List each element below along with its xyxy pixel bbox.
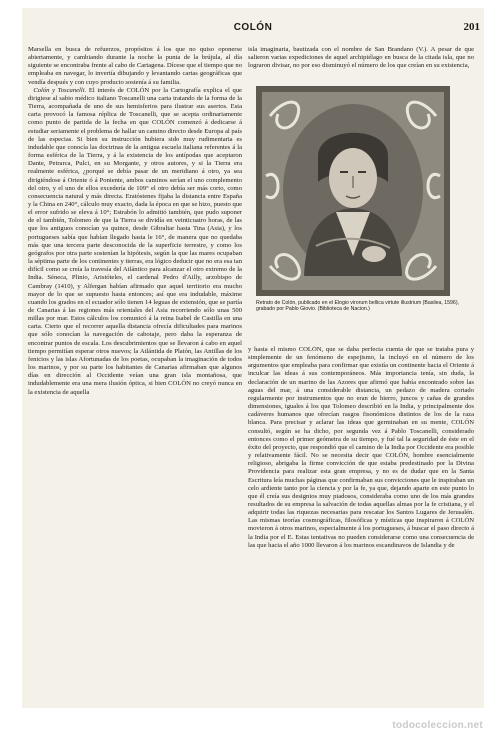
page-number: 201	[463, 21, 480, 33]
right-paragraph-top: isla imaginaria, bautizada con el nombre de San Brandano (V.). A pesar de que salieron varias expediciones de aquel archipiélago en busca de la citada isla, que no lograron divisar, no por eso disminuyó el número de los que creían en su existencia,	[248, 46, 474, 70]
figure-caption: Retrato de Colón, publicado en el Elogio virorum bellica virtute illustrium (Basilea, 1596), grabado por Pablo Giovio. (Biblioteca de Nacion.)	[256, 300, 459, 313]
right-column-top	[248, 46, 474, 80]
left-paragraph-2: El interés de COLÓN por la Cartografía explica el que dirigiese al sabio médico italiano Toscanelli una carta tratando de la forma de la Tierra, acompañada de uno de sus hemisferios para ilustrar sus asertos. Esta carta provocó la famosa réplica de Toscanelli, que se acepta ordinariamente como punto de partida de la fecha en que COLÓN comenzó á dedicarse á estudiar seriamente el problema de hallar un camino directo desde Europa al país de las especias. Si bien su instrucción hubiera sido muy rudimentaria es indudable que conocía las doctrinas de la antigua escuela italiana referentes á la forma esférica de la Tierra, y á la existencia de los antípodas que aceptaron Dante, Petrarca, Pulci, en su Morgante, y otros autores, y si la Tierra era realmente esférica, ¿porqué se debía pasar de un meridiano á otro, ya sea dirigiéndose á Oriente ó á Poniente, ambos caminos serían el uno complemento del otro, y el uno de ellos excedería de 109° el otro debía ser más corto, como consecuencia natural y más directa. Eratóstenes fijaba la distancia entre España y la China en 240°, cálculo muy exacto, dada la época en que se hizo, puesto que el error sufrido se eleva á 10°; Estrabón lo admitió también, que pudo suponer de el también, Tolomeo de que la Tierra se dividía en veinticuatro horas, de las que los antiguos conocían ya quince, desde Gibraltar hasta Tina (Asia), y los portugueses sabía que habían llegado hasta le 16°, de manera que no quedaba más que una tercera parte desconocida de la superficie terrestre, y como los geógrafos por otra parte sostenían la hipótesis, según la que las mares ocupaban la séptima parte de los continentes y tierras, era lógico deducir que no era esa tan difícil como se creía la travesía del Atlántico para alcanzar el otro extremo de la India. Séneca, Plinio, Aristóteles, el cardenal Pedro d'Ailly, arzobispo de Cambray (1410), y Alfergan habían afirmado que aquel territorio era mucho mayor de lo que se supuesto hasta entonces; así que era indudable, máxime cuando los grados en el ecuador sólo tienen 14 leguas de extensión, que se partía de Canarias á las regiones más orientales del Asia recorriendo sólo unas 500 millas por mar. Estos cálculos los comunicó á la reina Isabel de Castilla en una carta. Cierto que el recorrer aquella distancia ofrecía dificultades para marinos que sólo conocían la navegación de cabotaje, pero daba la esperanza de encontrar puntos de escala. Los descubrimientos que se llevaron á cabo en aquel tiempo permitían esperar otros nuevos; la Atlántida de Platón, las Antillas de los fenicios y las islas Afortunadas de los poetas, ocupaban la imaginación de todos los marinos, y por su parte los habitantes de Canarias afirmaban que algunos días en dirección al Occidente veían una gran isla montañosa, que indudablemente era una mera ilusión óptica, si bien COLÓN no creyó nunca en la existencia de aquella	[28, 86, 242, 396]
colon-portrait-figure	[256, 86, 450, 296]
left-column	[28, 46, 242, 696]
left-paragraph-1: Marsella en busca de refuerzos, propósitos á los que no quiso oponerse abiertamente, y cambiando durante la noche la punta de la brújula, al día siguiente se encontraba frente al cabo de Cartagena. Dícese que el tiempo que no empleaba en navegar, lo invertía dibujando y levantando cartas geográficas que vendía después y con cuyo producto sostenía á su familia.	[28, 46, 242, 86]
engraved-portrait	[256, 86, 450, 296]
right-paragraph-bottom: y hasta el mismo COLÓN, que se daba perfecta cuenta de que se trataba pura y simplemente de un fenómeno de espejismo, la incluyó en el número de los argumentos que empleaba para confirmar que existía un continente hacia el Oriente á inculcar las ideas á sus contemporáneos. Más importancia tenía, sin duda, la declaración de un marino de las Azores que afirmó que había encontrado sobre las aguas del mar, á una considerable distancia, un pedazo de madera cortado regularmente por instrumentos que no eran de hierro, juncos y cañas de grandes dimensiones, iguales á los que Tolomeo describió en la India, y principalmente dos cadáveres humanos que ofrecían rasgos fisonómicos distintos de los de la raza blanca. Para precisar y aclarar las ideas que germinaban en su mente, COLÓN consultó, según se ha dicho, por segunda vez á Pablo Toscanelli, considerado entonces como el primer geómetra de su tiempo, y fué tal la seguridad de éste en el éxito del proyecto, que respondió que el camino de la India por Occidente era posible y relativamente fácil. No se necesita decir que COLÓN, hombre esencialmente religioso, abrigaba la firme convicción de que estaba predestinado por la Divina Providencia para realizar esta gran empresa, y no es de dudar que en la Santa Escritura leía muchas páginas que confirmaban sus convicciones que le inspiraban un celo ardiente tanto por la ciencia y por la fe, ya que, dejando aparte en este punto lo que él creía sus designios muy piadosos, consideraba como uno de los más grandes resultados de su empresa la salvación de todas aquellas almas por la fe cristiana, y el adquirir todas las riquezas necesarias para rescatar los Santos Lugares de Jerusalén. Las mismas teorías cosmográficas, filosóficas y místicas que inspiraron á COLÓN movieron á otros marinos, especialmente á los portugueses, á buscar el paso directo á la India por el E. Estas tentativas no pueden considerarse como una consecuencia de las que hacia el año 1000 llevaron á los marinos escandinavos de Islandia y de	[248, 346, 474, 549]
book-page	[22, 8, 484, 708]
right-column-bottom	[248, 346, 474, 696]
section-heading-colon-toscanelli: Colón y Toscanelli.	[33, 86, 87, 94]
site-watermark: todocoleccion.net	[392, 720, 483, 731]
running-title: COLÓN	[233, 22, 273, 33]
page-header	[22, 22, 484, 36]
